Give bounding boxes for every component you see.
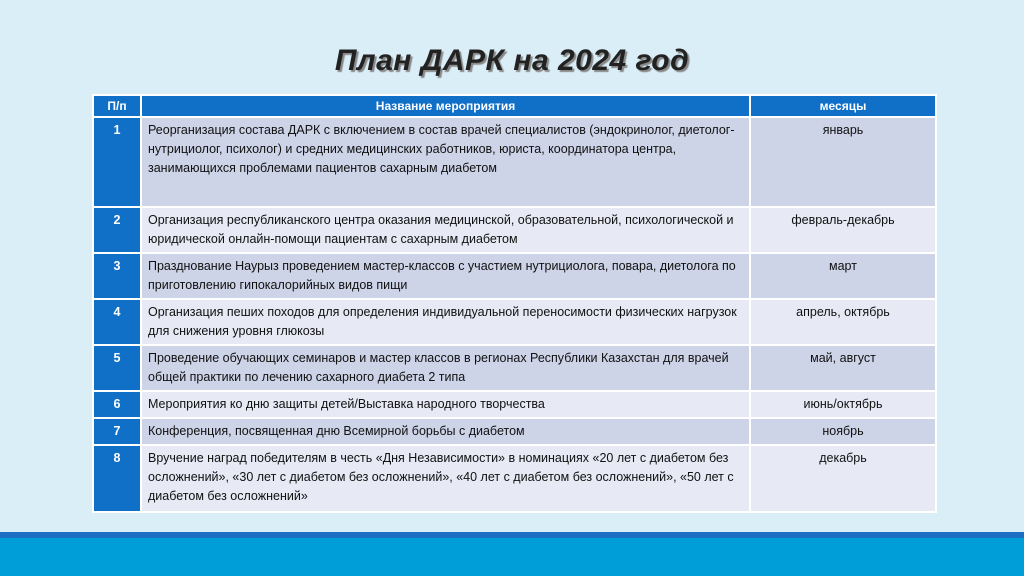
event-name: Празднование Наурыз проведением мастер-классов с участием нутрициолога, повара, диетолога по приготовлению гипокалорийных видов пищи <box>142 254 749 298</box>
event-name: Вручение наград победителям в честь «Дня Независимости» в номинациях «20 лет с диабетом без осложнений», «30 лет с диабетом без осложнений», «40 лет с диабетом без осложнений», «50 лет с диабетом без осложнений» <box>142 446 749 511</box>
table-row <box>94 208 935 252</box>
event-name: Организация пеших походов для определения индивидуальной переносимости физических нагрузок для снижения уровня глюкозы <box>142 300 749 344</box>
row-number: 6 <box>94 392 140 417</box>
event-month: май, август <box>751 346 935 390</box>
event-name: Конференция, посвященная дню Всемирной борьбы с диабетом <box>142 419 749 444</box>
row-number: 8 <box>94 446 140 511</box>
event-month: январь <box>751 118 935 206</box>
event-month: декабрь <box>751 446 935 511</box>
row-number: 7 <box>94 419 140 444</box>
table-row <box>94 300 935 344</box>
event-month: апрель, октябрь <box>751 300 935 344</box>
table-row <box>94 118 935 206</box>
row-number: 3 <box>94 254 140 298</box>
header-name: Название мероприятия <box>142 96 749 116</box>
event-name: Реорганизация состава ДАРК с включением в состав врачей специалистов (эндокринолог, диетолог-нутрициолог, психолог) и средних медицинских работников, юриста, координатора центра, занимающихся проблемами пациентов сахарным диабетом <box>142 118 749 206</box>
plan-table <box>92 94 937 513</box>
event-name: Мероприятия ко дню защиты детей/Выставка народного творчества <box>142 392 749 417</box>
row-number: 2 <box>94 208 140 252</box>
table-row <box>94 346 935 390</box>
table-row <box>94 392 935 417</box>
header-month: месяцы <box>751 96 935 116</box>
row-number: 1 <box>94 118 140 206</box>
event-name: Организация республиканского центра оказания медицинской, образовательной, психологической и юридической онлайн-помощи пациентам с сахарным диабетом <box>142 208 749 252</box>
row-number: 5 <box>94 346 140 390</box>
event-month: ноябрь <box>751 419 935 444</box>
event-name: Проведение обучающих семинаров и мастер классов в регионах Республики Казахстан для врачей общей практики по лечению сахарного диабета 2 типа <box>142 346 749 390</box>
table-row <box>94 446 935 511</box>
table-row <box>94 419 935 444</box>
event-month: февраль-декабрь <box>751 208 935 252</box>
table-row <box>94 254 935 298</box>
event-month: март <box>751 254 935 298</box>
page-title: План ДАРК на 2024 год <box>334 44 690 77</box>
table-header <box>94 96 935 116</box>
row-number: 4 <box>94 300 140 344</box>
event-month: июнь/октябрь <box>751 392 935 417</box>
header-num: П/п <box>94 96 140 116</box>
footer-band <box>0 538 1024 576</box>
